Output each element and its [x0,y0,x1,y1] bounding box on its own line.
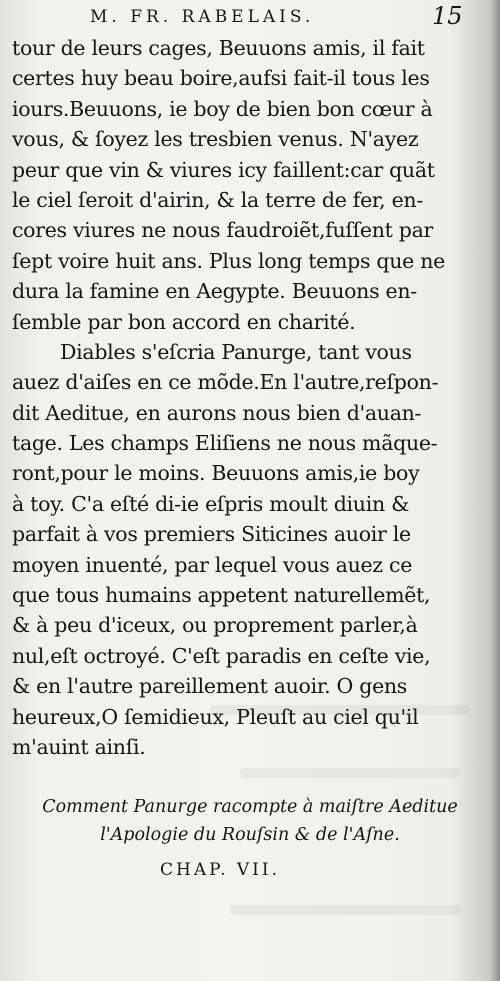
text-line: dit Aeditue, en aurons nous bien d'auan- [12,400,422,425]
show-through-mark [240,768,460,778]
text-line: le ciel ſeroit d'airin, & la terre de fer, en- [12,187,423,212]
text-line: m'auint ainſi. [12,734,146,759]
text-line: heureux,O ſemidieux, Pleuſt au ciel qu'il [12,704,419,729]
text-line: & à peu d'iceux, ou proprement parler,à [12,613,418,638]
text-line: ſemble par bon accord en charité. [12,309,356,334]
chapter-title [0,793,500,849]
chapter-title-line: l'Apologie du Rouſsin & de l'Aſne. [100,825,400,845]
text-line: ront,pour le moins. Beuuons amis,ie boy [12,461,420,486]
text-line: moyen inuenté, par lequel vous auez ce [12,552,413,577]
text-line: dura la famine en Aegypte. Beuuons en- [12,279,417,304]
running-head: M. FR. RABELAIS. [90,7,315,27]
body-text [12,33,472,762]
text-line: parfait à vos premiers Siticines auoir le [12,522,411,547]
text-line: cores viures ne nous faudroiẽt,fuſſent par [12,218,434,243]
text-line: auez d'aiſes en ce mõde.En l'autre,reſpon- [12,370,439,395]
text-line: que tous humains appetent naturellemẽt, [12,583,431,608]
text-line: vous, & ſoyez les tresbien venus. N'ayez [12,127,419,152]
text-line: Diables s'eſcria Panurge, tant vous [60,339,412,364]
text-line: nul,eſt octroyé. C'eſt paradis en ceſte vie, [12,643,431,668]
text-line: à toy. C'a eſté di-ie eſpris moult diuin & [12,491,410,516]
text-line: certes huy beau boire,aufsi fait-il tous les [12,66,430,91]
text-line: & en l'autre pareillement auoir. O gens [12,674,408,699]
chapter-title-line: Comment Panurge racompte à maiſtre Aeditue [42,797,458,817]
text-line: peur que vin & viures icy faillent:car quãt [12,157,435,182]
text-line: tour de leurs cages, Beuuons amis, il fait [12,36,425,60]
chapter-number: CHAP. VII. [159,860,281,880]
text-line: iours.Beuuons, ie boy de bien bon cœur à [12,96,433,121]
show-through-mark [230,905,460,915]
text-line: tage. Les champs Eliſiens ne nous mãque- [12,431,438,456]
page-number: 15 [432,2,463,30]
text-line: ſept voire huit ans. Plus long temps que ne [12,248,445,273]
